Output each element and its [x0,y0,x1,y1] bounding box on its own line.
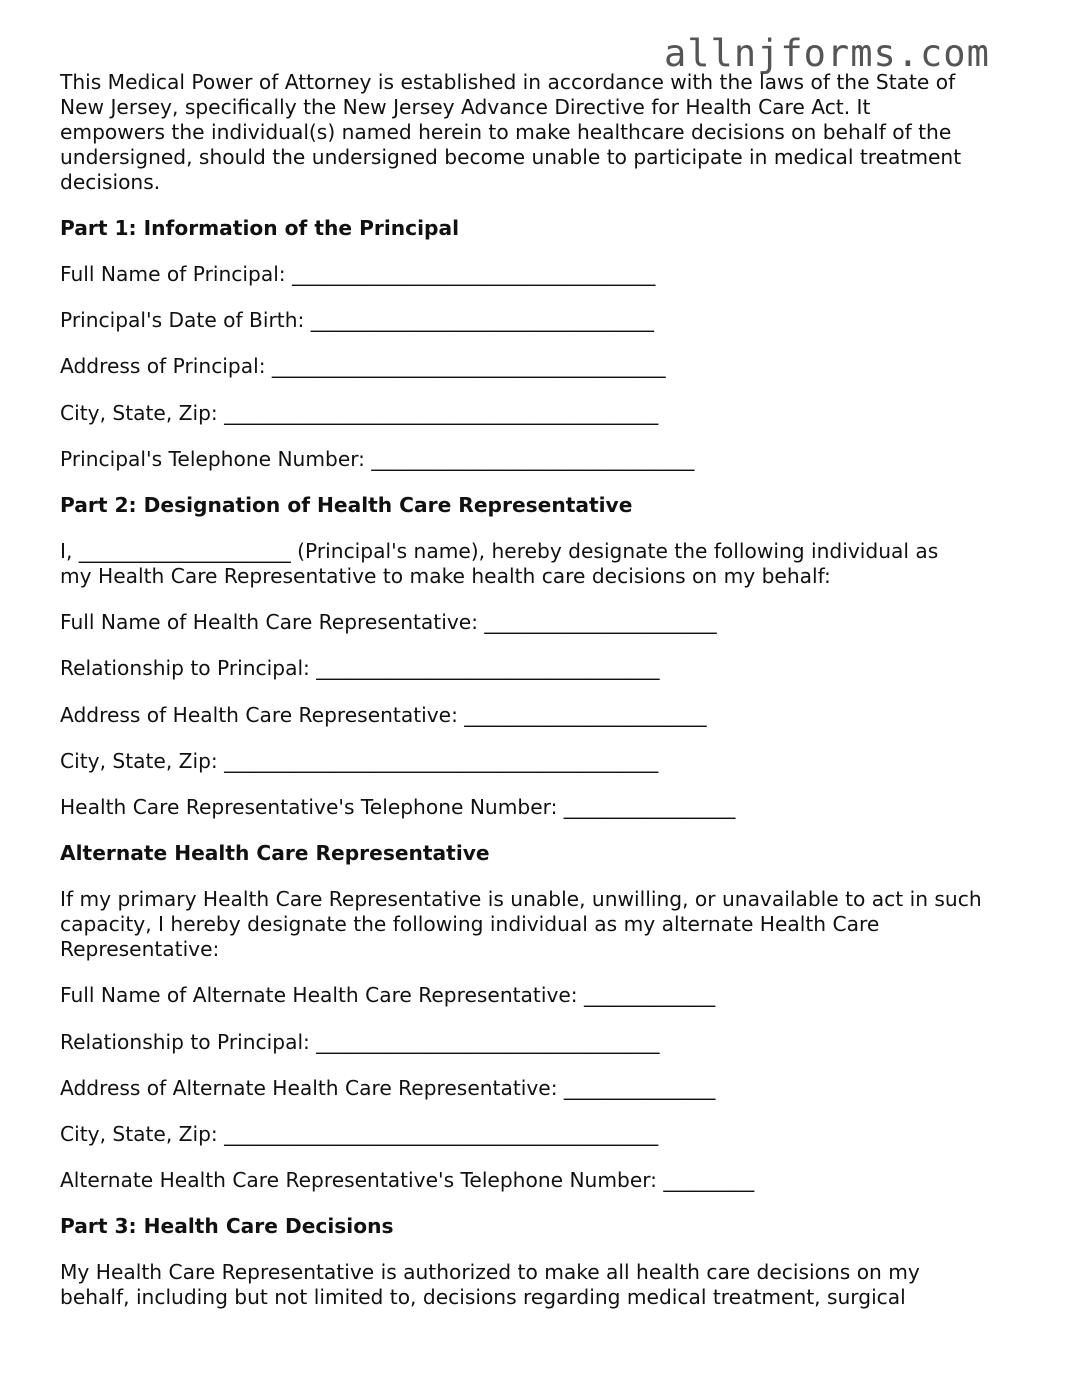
intro-line: This Medical Power of Attorney is established in accordance with the laws of the State of [60,70,956,94]
representative-telephone-field: Health Care Representative's Telephone Number: _________________ [60,795,736,819]
alternate-intro-line: If my primary Health Care Representative is unable, unwilling, or unavailable to act in such [60,887,982,911]
part3-line: behalf, including but not limited to, decisions regarding medical treatment, surgical [60,1285,906,1309]
principal-address-field: Address of Principal: _______________________________________ [60,354,666,378]
part3-line: My Health Care Representative is authorized to make all health care decisions on my [60,1260,920,1284]
part3-heading: Part 3: Health Care Decisions [60,1214,394,1238]
intro-line: empowers the individual(s) named herein to make healthcare decisions on behalf of the [60,120,952,144]
part2-intro-line: my Health Care Representative to make health care decisions on my behalf: [60,564,831,588]
alternate-address-field: Address of Alternate Health Care Representative: _______________ [60,1076,716,1100]
alternate-intro-line: capacity, I hereby designate the following individual as my alternate Health Care [60,912,880,936]
representative-full-name-field: Full Name of Health Care Representative: _______________________ [60,610,717,634]
representative-city-state-zip-field: City, State, Zip: ___________________________________________ [60,749,659,773]
alternate-intro-line: Representative: [60,937,220,961]
principal-full-name-field: Full Name of Principal: ____________________________________ [60,262,656,286]
principal-dob-field: Principal's Date of Birth: __________________________________ [60,308,654,332]
alternate-relationship-field: Relationship to Principal: __________________________________ [60,1030,660,1054]
part2-heading: Part 2: Designation of Health Care Representative [60,493,633,517]
intro-line: decisions. [60,170,161,194]
alternate-telephone-field: Alternate Health Care Representative's Telephone Number: _________ [60,1168,755,1192]
part1-heading: Part 1: Information of the Principal [60,216,459,240]
part2-intro-line: I, _____________________ (Principal's name), hereby designate the following individual as [60,539,939,563]
alternate-heading: Alternate Health Care Representative [60,841,490,865]
intro-line: undersigned, should the undersigned become unable to participate in medical treatment [60,145,962,169]
representative-address-field: Address of Health Care Representative: ________________________ [60,703,707,727]
alternate-full-name-field: Full Name of Alternate Health Care Representative: _____________ [60,983,716,1007]
representative-relationship-field: Relationship to Principal: __________________________________ [60,656,660,680]
watermark-logo: allnjforms.com [664,32,990,75]
principal-city-state-zip-field: City, State, Zip: ___________________________________________ [60,401,659,425]
alternate-city-state-zip-field: City, State, Zip: ___________________________________________ [60,1122,659,1146]
principal-telephone-field: Principal's Telephone Number: ________________________________ [60,447,695,471]
intro-line: New Jersey, specifically the New Jersey Advance Directive for Health Care Act. It [60,95,871,119]
